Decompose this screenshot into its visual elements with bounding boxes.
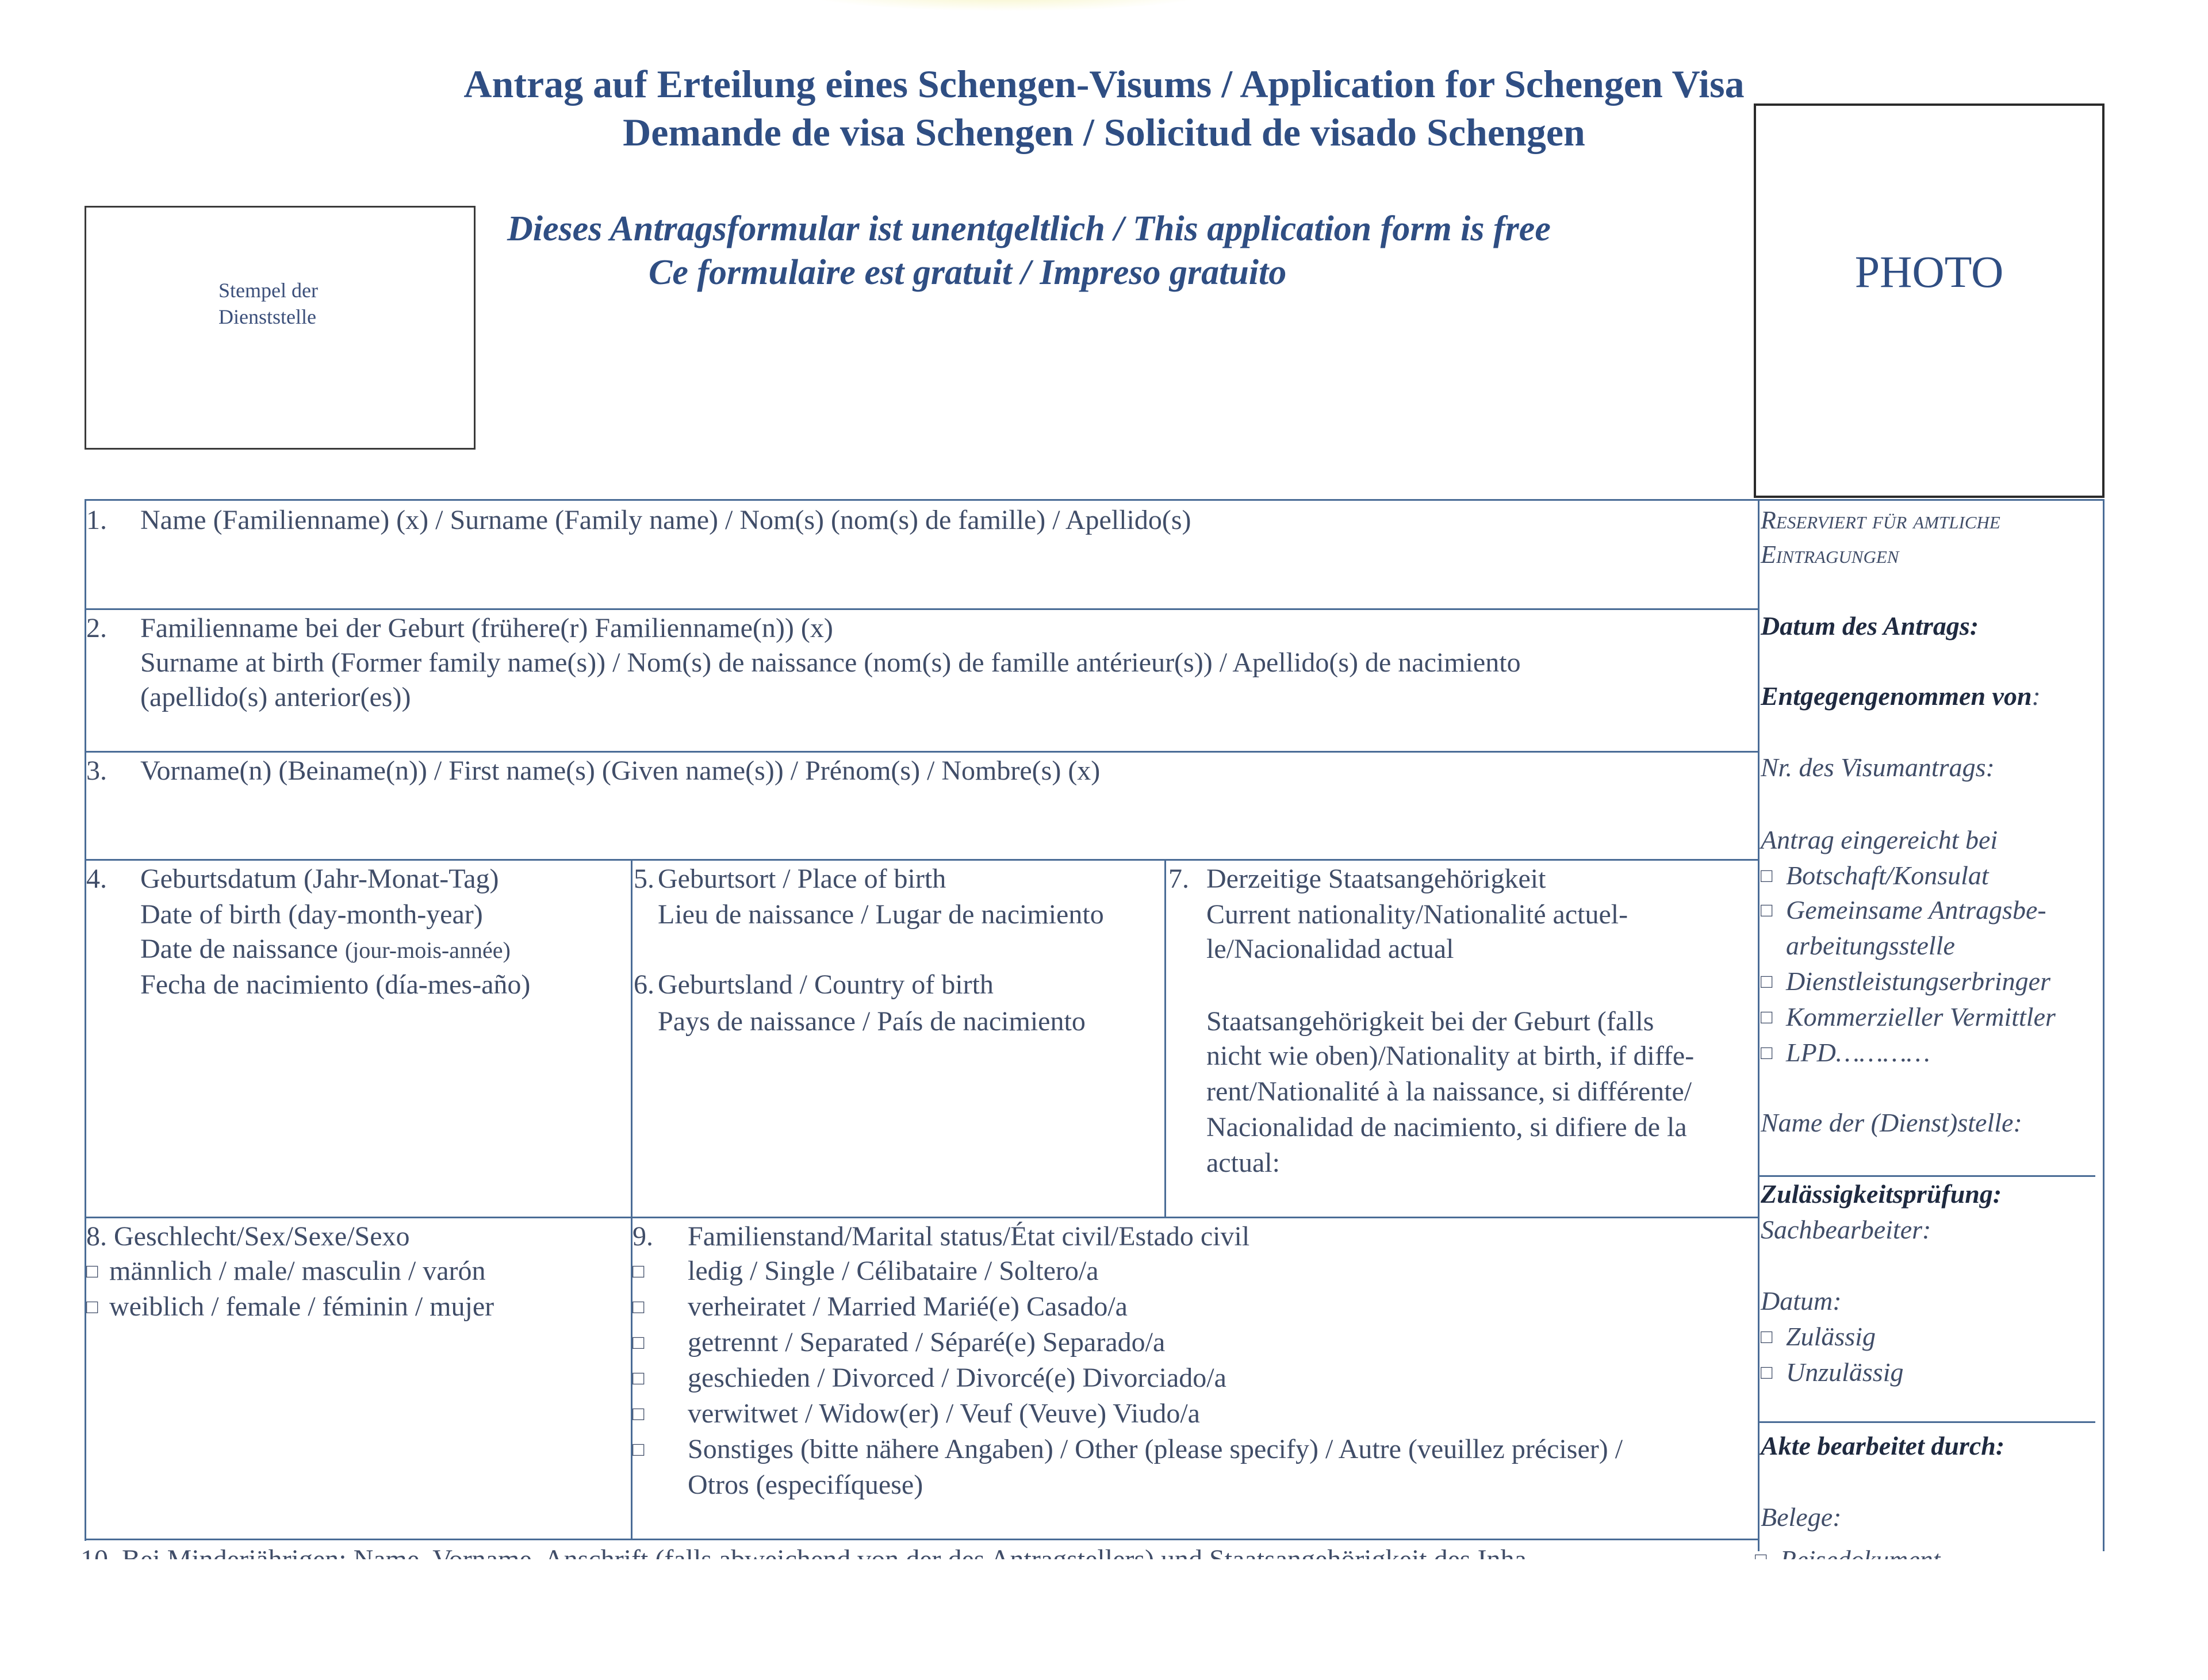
field-1-surname-label: Name (Familienname) (x) / Surname (Family name) / Nom(s) (nom(s) de famille) / Apellido(s) xyxy=(140,505,1191,535)
official-option-inadmissible[interactable] xyxy=(1761,1355,1903,1390)
row-rule-5 xyxy=(85,1539,1759,1540)
page-bottom-blank xyxy=(0,1559,2208,1680)
field-2-number: 2. xyxy=(86,613,107,643)
official-option-common-centre-label: Gemeinsame Antragsbe- xyxy=(1786,895,2046,925)
field-8-option-female[interactable] xyxy=(86,1289,494,1325)
official-received-by xyxy=(1761,678,2041,714)
field-8-option-male-label: männlich / male/ masculin / varón xyxy=(109,1256,486,1286)
row-rule-4 xyxy=(85,1217,1759,1218)
field-9-option-separated[interactable] xyxy=(632,1325,1165,1360)
checkbox-icon[interactable]: □ xyxy=(1761,865,1773,887)
field-1-number: 1. xyxy=(86,505,107,535)
official-clerk: Sachbearbeiter: xyxy=(1761,1215,1931,1244)
field-9-option-single-label: ledig / Single / Célibataire / Soltero/a xyxy=(688,1256,1099,1286)
checkbox-icon[interactable]: □ xyxy=(1761,1007,1773,1028)
field-8-sex-label: 8. Geschlecht/Sex/Sexe/Sexo xyxy=(86,1221,410,1252)
field-7-line5: nicht wie oben)/Nationality at birth, if diffe- xyxy=(1206,1041,1695,1071)
office-stamp-label xyxy=(218,277,318,330)
field-6-line2: Pays de naissance / País de nacimiento xyxy=(658,1006,1086,1037)
checkbox-icon[interactable]: □ xyxy=(1761,1326,1773,1348)
field-10-cutoff-text xyxy=(80,1542,1527,1558)
field-6-number: 6. xyxy=(634,969,654,1000)
official-date: Datum: xyxy=(1761,1286,1842,1315)
checkbox-icon[interactable]: □ xyxy=(1761,1362,1773,1383)
official-option-admissible-label: Zulässig xyxy=(1786,1322,1876,1351)
field-9-option-divorced-label: geschieden / Divorced / Divorcé(e) Divorciado/a xyxy=(688,1363,1226,1393)
field-7-line2: Current nationality/Nationalité actuel- xyxy=(1206,899,1628,930)
field-5-number: 5. xyxy=(634,864,654,894)
field-7-line8: actual: xyxy=(1206,1148,1280,1178)
checkbox-icon[interactable]: □ xyxy=(1761,900,1773,921)
official-documents: Belege: xyxy=(1761,1502,1842,1532)
official-documents-cutoff xyxy=(1755,1542,1940,1559)
field-4-line3 xyxy=(140,931,511,968)
field-3-first-name-label: Vorname(n) (Beiname(n)) / First name(s) (Given name(s)) / Prénom(s) / Nombre(s) (x) xyxy=(140,755,1101,786)
field-3-number: 3. xyxy=(86,755,107,786)
official-file-handled-by: Akte bearbeitet durch: xyxy=(1761,1431,2005,1460)
field-9-option-other-label: Sonstiges (bitte nähere Angaben) / Other (please specify) / Autre (veuillez préciser) / xyxy=(688,1434,1623,1464)
field-5-line2: Lieu de naissance / Lugar de nacimiento xyxy=(658,899,1104,930)
checkbox-icon[interactable]: □ xyxy=(1761,971,1773,992)
row-rule-1 xyxy=(85,608,1759,610)
field-4-number: 4. xyxy=(86,864,107,894)
official-option-lpd[interactable] xyxy=(1761,1035,1930,1071)
official-option-common-centre[interactable] xyxy=(1761,892,2046,928)
free-notice-line1: Dieses Antragsformular ist unentgeltlich / This application form is free xyxy=(507,209,1551,248)
row-rule-3 xyxy=(85,859,1759,861)
field-9-option-single[interactable] xyxy=(632,1253,1099,1289)
field-4-line3-small: (jour-mois-année) xyxy=(344,937,511,963)
field-9-number: 9. xyxy=(632,1221,653,1252)
official-option-service-provider[interactable] xyxy=(1761,964,2050,999)
field-9-option-other-line2: Otros (especifíquese) xyxy=(688,1470,923,1500)
official-option-common-centre-line2: arbeitungsstelle xyxy=(1786,931,1955,960)
form-title-line2: Demande de visa Schengen / Solicitud de visado Schengen xyxy=(623,110,1585,154)
field-4-line1: Geburtsdatum (Jahr-Monat-Tag) xyxy=(140,864,499,894)
checkbox-icon[interactable]: □ xyxy=(632,1368,645,1389)
field-4-line3-main: Date de naissance xyxy=(140,934,338,964)
official-option-embassy-label: Botschaft/Konsulat xyxy=(1786,861,1989,890)
photo-box[interactable] xyxy=(1754,103,2104,498)
field-8-option-male[interactable] xyxy=(86,1253,486,1289)
free-notice-line2: Ce formulaire est gratuit / Impreso gratuito xyxy=(649,253,1287,292)
official-reserved-line2: Eintragungen xyxy=(1761,540,1899,569)
stamp-label-line2: Dienststelle xyxy=(218,305,316,328)
field-5-line1: Geburtsort / Place of birth xyxy=(658,864,946,894)
field-9-option-widowed-label: verwitwet / Widow(er) / Veuf (Veuve) Viudo/a xyxy=(688,1398,1200,1429)
checkbox-icon[interactable]: □ xyxy=(632,1403,645,1425)
official-rule-2 xyxy=(1759,1421,2095,1423)
official-option-service-provider-label: Dienstleistungserbringer xyxy=(1786,966,2050,996)
field-7-line3: le/Nacionalidad actual xyxy=(1206,934,1454,964)
official-office-name: Name der (Dienst)stelle: xyxy=(1761,1108,2022,1137)
checkbox-icon[interactable]: □ xyxy=(1761,1042,1773,1064)
field-9-option-married-label: verheiratet / Married Marié(e) Casado/a xyxy=(688,1291,1128,1322)
official-received-by-label: Entgegengenommen von xyxy=(1761,681,2032,711)
field-7-line7: Nacionalidad de nacimiento, si difiere de la xyxy=(1206,1112,1687,1142)
official-option-lpd-label: LPD………… xyxy=(1786,1038,1930,1067)
checkbox-icon[interactable]: □ xyxy=(632,1261,645,1282)
official-option-commercial-intermediary-label: Kommerzieller Vermittler xyxy=(1786,1002,2056,1031)
official-date-of-application: Datum des Antrags: xyxy=(1761,611,1979,640)
official-received-by-colon: : xyxy=(2031,681,2041,711)
field-2-line1: Familienname bei der Geburt (frühere(r) Familienname(n)) (x) xyxy=(140,613,833,643)
form-title-line1: Antrag auf Erteilung eines Schengen-Visums / Application for Schengen Visa xyxy=(463,62,1745,106)
top-glow-decoration xyxy=(805,0,1208,11)
field-7-line6: rent/Nationalité à la naissance, si différente/ xyxy=(1206,1076,1692,1107)
checkbox-icon[interactable]: □ xyxy=(632,1332,645,1353)
official-reserved-line1: Reserviert für amtliche xyxy=(1761,506,2000,534)
col-rule-2 xyxy=(1164,859,1166,1217)
field-2-line3: (apellido(s) anterior(es)) xyxy=(140,682,411,712)
checkbox-icon[interactable]: □ xyxy=(86,1297,98,1318)
official-visa-application-number: Nr. des Visumantrags: xyxy=(1761,753,1995,782)
official-option-admissible[interactable] xyxy=(1761,1319,1876,1355)
form-left-rule xyxy=(85,499,86,1541)
form-right-rule xyxy=(2103,499,2104,1551)
field-9-option-separated-label: getrennt / Separated / Séparé(e) Separado/a xyxy=(688,1327,1166,1357)
field-9-option-other[interactable] xyxy=(632,1432,1623,1467)
field-8-option-female-label: weiblich / female / féminin / mujer xyxy=(109,1291,494,1322)
stamp-label-line1: Stempel der xyxy=(218,279,318,302)
field-4-line4: Fecha de nacimiento (día-mes-año) xyxy=(140,969,531,1000)
field-4-line2: Date of birth (day-month-year) xyxy=(140,899,483,930)
field-7-line1: Derzeitige Staatsangehörigkeit xyxy=(1206,864,1546,894)
checkbox-icon[interactable]: □ xyxy=(86,1261,98,1282)
official-option-inadmissible-label: Unzulässig xyxy=(1786,1357,1904,1387)
official-submitted-at: Antrag eingereicht bei xyxy=(1761,825,1998,854)
field-7-number: 7. xyxy=(1168,864,1189,894)
official-option-embassy[interactable] xyxy=(1761,858,1989,893)
field-9-option-widowed[interactable] xyxy=(632,1396,1200,1432)
field-9-option-married[interactable] xyxy=(632,1289,1128,1325)
field-9-option-divorced[interactable] xyxy=(632,1360,1226,1396)
field-6-line1: Geburtsland / Country of birth xyxy=(658,969,994,1000)
official-admissibility-check: Zulässigkeitsprüfung: xyxy=(1761,1179,2002,1209)
field-7-line4: Staatsangehörigkeit bei der Geburt (falls xyxy=(1206,1006,1654,1037)
row-rule-2 xyxy=(85,751,1759,753)
photo-label: PHOTO xyxy=(1854,247,2004,297)
official-option-commercial-intermediary[interactable] xyxy=(1761,999,2056,1035)
checkbox-icon[interactable]: □ xyxy=(632,1439,645,1460)
field-9-marital-status-label: Familienstand/Marital status/État civil/Estado civil xyxy=(688,1221,1250,1252)
checkbox-icon[interactable]: □ xyxy=(632,1297,645,1318)
form-top-rule xyxy=(85,499,2104,501)
official-column-rule xyxy=(1758,499,1759,1551)
field-2-line2: Surname at birth (Former family name(s)) / Nom(s) de naissance (nom(s) de famille antérieur(s)) / Apellido(s) de nacimiento xyxy=(140,647,1521,678)
